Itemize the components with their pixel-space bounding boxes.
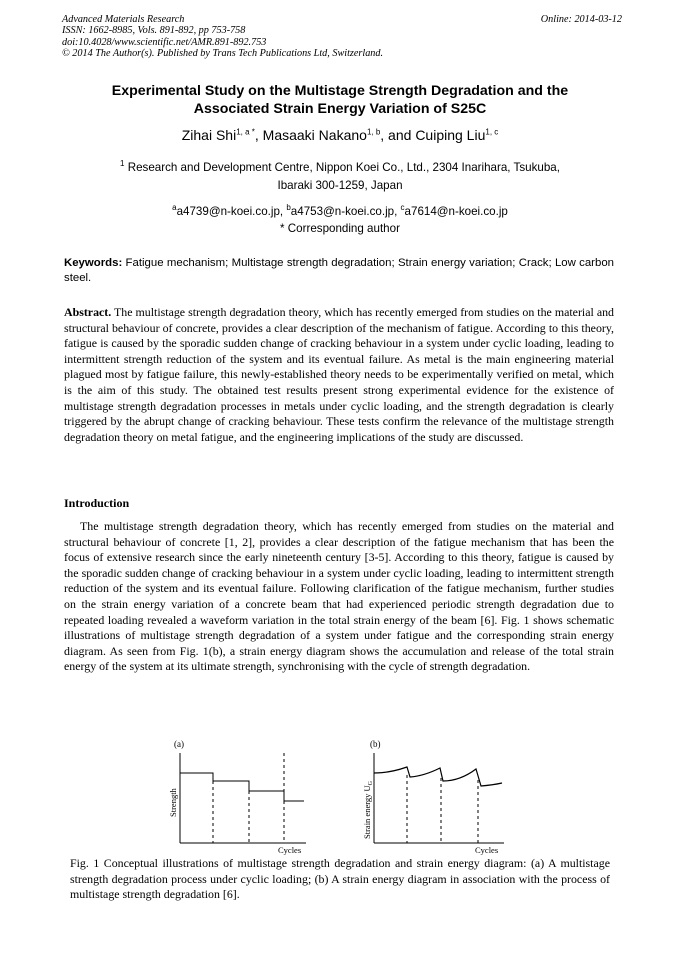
author-1: Zihai Shi xyxy=(181,127,237,143)
panel-b-y-label-sub: G xyxy=(368,780,374,786)
author-3-sup: 1, c xyxy=(485,127,499,137)
email-c-sup: c xyxy=(400,203,405,212)
panel-a-label: (a) xyxy=(174,739,184,749)
email-line xyxy=(60,201,620,219)
email-a-sup: a xyxy=(172,203,177,212)
email-c[interactable]: a7614@n-koei.co.jp xyxy=(404,204,508,218)
affiliation-sup: 1 xyxy=(120,159,125,168)
section-heading-introduction: Introduction xyxy=(64,496,130,510)
journal-name: Advanced Materials Research xyxy=(62,14,185,25)
affiliation-text: Research and Development Centre, Nippon Koei Co., Ltd., 2304 Inarihara, Tsukuba, xyxy=(124,160,560,174)
panel-a-x-label: Cycles xyxy=(278,845,302,855)
figure-1 xyxy=(160,735,520,855)
panel-b-label: (b) xyxy=(370,739,381,749)
corresponding-author-note: * Corresponding author xyxy=(280,222,400,235)
panel-b-y-label-text: Strain energy U xyxy=(362,785,372,839)
affiliation-line-2: Ibaraki 300-1259, Japan xyxy=(277,179,403,192)
introduction-paragraph: The multistage strength degradation theory, which has recently emerged from studies on the material and structural behaviour of concrete [1, 2], provides a clear description of the fatigue mechanism that has been the focus of extensive research since the early nineteenth century [3-5]. According to this theory, fatigue is caused by the sporadic sudden change of cracking behaviour in a system under cyclic loading, leading to intermittent strength reduction of the system and its eventual failure. Following clarification of the fatigue mechanism, further studies on the strain energy variation of a concrete beam that had experienced periodic strength degradation due to repeated loading revealed a waveform variation in the total strain energy of the beam [6]. Fig. 1 shows schematic illustrations of multistage strength degradation of a system under fatigue and the corresponding strain energy diagram. As seen from Fig. 1(b), a strain energy diagram shows the accumulation and release of the total strain energy of the system at its ultimate strength, synchronising with the cycle of strength degradation. xyxy=(64,519,614,674)
abstract-label: Abstract. xyxy=(64,305,112,319)
keywords xyxy=(64,256,614,286)
abstract xyxy=(64,305,614,445)
issn-line: ISSN: 1662-8985, Vols. 891-892, pp 753-758 xyxy=(62,25,246,37)
email-a[interactable]: a4739@n-koei.co.jp, xyxy=(176,204,287,218)
online-date: Online: 2014-03-12 xyxy=(540,14,622,25)
email-b-sup: b xyxy=(286,203,291,212)
paper-title xyxy=(60,82,620,118)
figure-1-caption: Fig. 1 Conceptual illustrations of multistage strength degradation and strain energy diagram: (a) A multistage strength degradation process under cyclic loading; (b) A strain energy diagram in association with the process of multistage strength degradation [6]. xyxy=(70,856,610,902)
title-line-1: Experimental Study on the Multistage Strength Degradation and the xyxy=(111,83,569,99)
author-list xyxy=(60,127,620,143)
keywords-text: Fatigue mechanism; Multistage strength degradation; Strain energy variation; Crack; Low carbon steel. xyxy=(64,257,614,284)
email-b[interactable]: a4753@n-koei.co.jp, xyxy=(290,204,401,218)
abstract-text: The multistage strength degradation theory, which has recently emerged from studies on the material and structural behaviour of concrete, provides a clear description of the mechanism of fatigue. According to this theory, fatigue is caused by the sporadic sudden change of cracking behaviour in a system under cyclic loading, leading to intermittent strength reduction of the system and its eventual failure. As metal is the main engineering material plagued most by fatigue failure, this newly-established theory needs to be experimentally verified on metal, which is the aim of this study. The obtained test results present strong experimental evidence for the existence of multistage strength degradation processes in metals under cyclic loading, and the strength degradation is clearly triggered by the abrupt change of cracking behaviour. These tests confirm the relevance of the multistage strength degradation theory on metal fatigue, and the engineering implications of the study are discussed. xyxy=(64,305,614,444)
strength-step-line xyxy=(180,773,304,801)
panel-b-y-label xyxy=(362,780,374,839)
strain-energy-wave xyxy=(374,767,502,786)
title-line-2: Associated Strain Energy Variation of S25C xyxy=(193,101,487,117)
author-2: Masaaki Nakano xyxy=(262,127,367,143)
doi-line: doi:10.4028/www.scientific.net/AMR.891-892.753 xyxy=(62,36,267,48)
author-3: Cuiping Liu xyxy=(415,127,486,143)
author-separator: , xyxy=(254,127,263,143)
affiliation-line-1 xyxy=(60,157,620,175)
keywords-label: Keywords: xyxy=(64,257,123,269)
copyright-line: © 2014 The Author(s). Published by Trans Tech Publications Ltd, Switzerland. xyxy=(62,48,384,60)
panel-b-x-label: Cycles xyxy=(475,845,499,855)
page-header xyxy=(62,14,622,60)
author-2-sup: 1, b xyxy=(366,127,381,137)
author-1-sup: 1, a * xyxy=(236,127,255,137)
author-separator: , and xyxy=(380,127,416,143)
panel-a-y-label: Strength xyxy=(168,788,178,817)
